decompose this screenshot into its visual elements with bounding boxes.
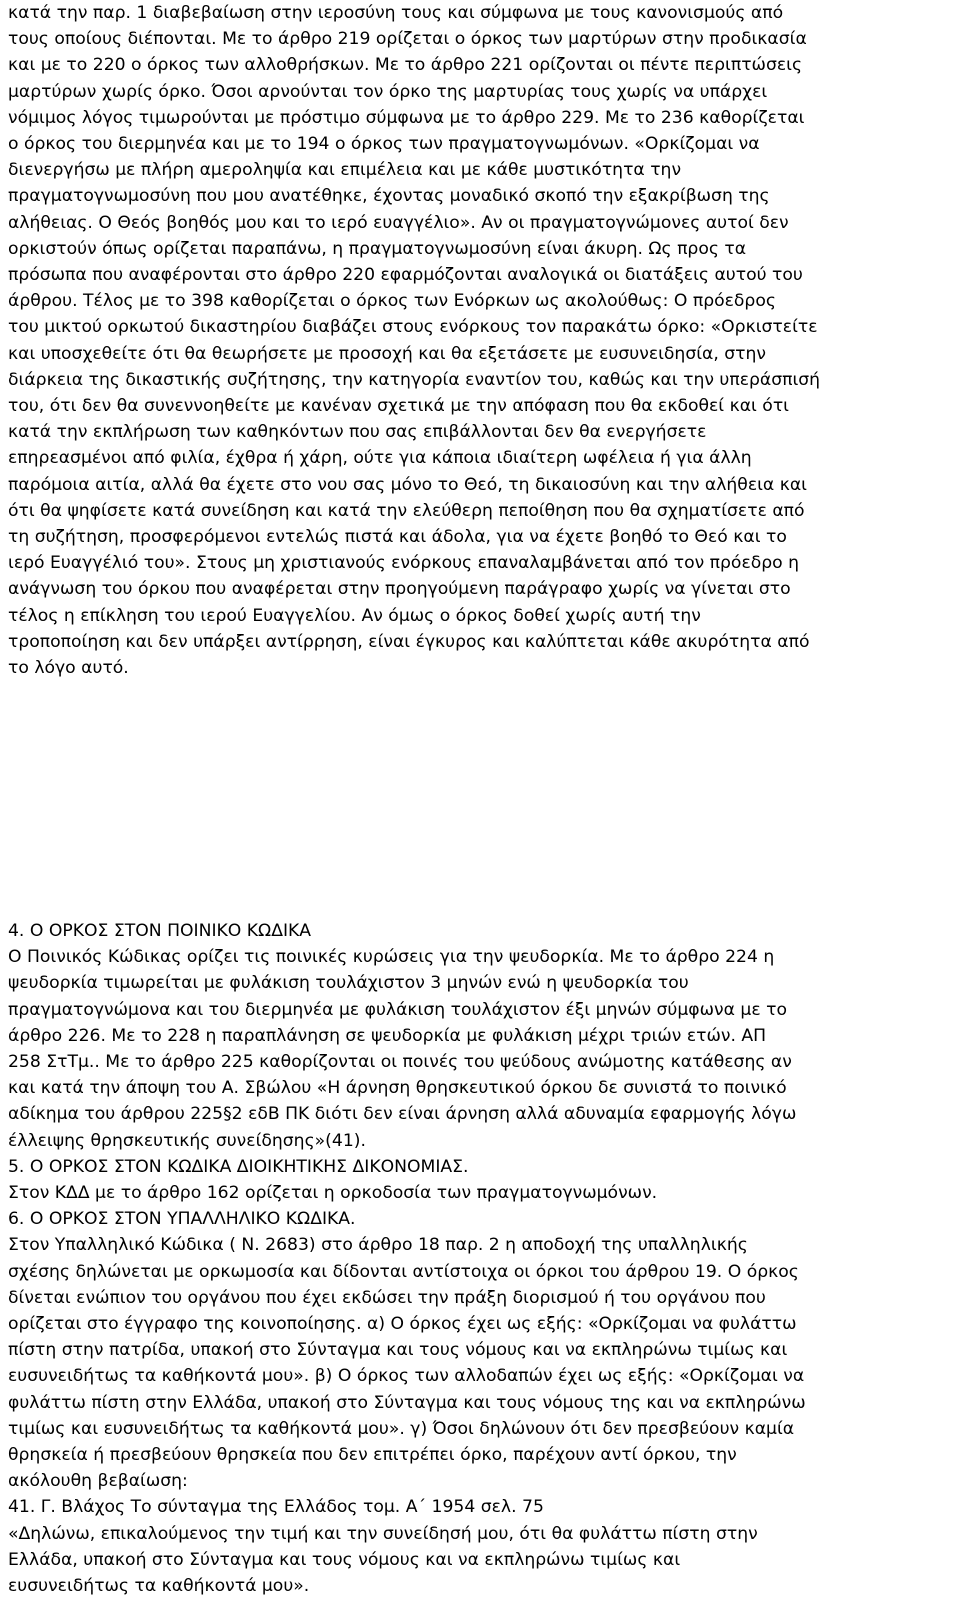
text-line: του μικτού ορκωτού δικαστηρίου διαβάζει στους ενόρκους τον παρακάτω όρκο: «Ορκιστείτε	[8, 317, 818, 338]
text-line: και κατά την άποψη του Α. Σβώλου «Η άρνηση θρησκευτικού όρκου δε συνιστά το ποινικό	[8, 1078, 787, 1099]
text-line: Ο Ποινικός Κώδικας ορίζει τις ποινικές κυρώσεις για την ψευδορκία. Με το άρθρο 224 η	[8, 947, 775, 968]
section-heading-4: 4. Ο ΟΡΚΟΣ ΣΤΟΝ ΠΟΙΝΙΚΟ ΚΩΔΙΚΑ	[8, 921, 312, 941]
text-line: αλήθειας. Ο Θεός βοηθός μου και το ιερό ευαγγέλιο». Αν οι πραγματογνώμονες αυτοί δεν	[8, 212, 789, 233]
text-line: ευσυνειδήτως τα καθήκοντά μου».	[8, 1576, 310, 1597]
text-line: του, ότι δεν θα συνεννοηθείτε με κανέναν σχετικά με την απόφαση που θα εκδοθεί και ότι	[8, 396, 789, 417]
text-line: 258 ΣτΤμ.. Με το άρθρο 225 καθορίζονται οι ποινές του ψεύδους ανώμοτης κατάθεσης αν	[8, 1052, 792, 1073]
text-line: τιμίως και ευσυνειδήτως τα καθήκοντά μου». γ) Όσοι δηλώνουν ότι δεν πρεσβεύουν καμία	[8, 1418, 795, 1439]
text-line: διενεργήσω με πλήρη αμεροληψία και επιμέλεια και με κάθε μυστικότητα την	[8, 160, 682, 181]
sections-4-to-6	[8, 918, 952, 1599]
footnote-41: 41. Γ. Βλάχος Το σύνταγμα της Ελλάδος τομ. Α΄ 1954 σελ. 75	[8, 1497, 544, 1518]
text-line: σχέσης δηλώνεται με ορκωμοσία και δίδονται αντίστοιχα οι όρκοι του άρθρου 19. Ο όρκος	[8, 1261, 799, 1282]
text-line: ο όρκος του διερμηνέα και με το 194 ο όρκος των πραγματογνωμόνων. «Ορκίζομαι να	[8, 134, 760, 155]
text-line: τη συζήτηση, προσφερόμενοι εντελώς πιστά και άδολα, για να έχετε βοηθό το Θεό και το	[8, 527, 787, 548]
text-line: ότι θα ψηφίσετε κατά συνείδηση και κατά την ελεύθερη πεποίθηση που θα σχηματίσετε από	[8, 500, 805, 521]
text-line: κατά την εκπλήρωση των καθηκόντων που σας επιβάλλονται δεν θα ενεργήσετε	[8, 422, 707, 443]
text-line: Στον ΚΔΔ με το άρθρο 162 ορίζεται η ορκοδοσία των πραγματογνωμόνων.	[8, 1183, 658, 1204]
text-line: ιερό Ευαγγέλιό του». Στους μη χριστιανούς ενόρκους επαναλαμβάνεται από τον πρόεδρο η	[8, 553, 800, 574]
text-line: ορίζεται στο έγγραφο της κοινοποίησης. α) Ο όρκος έχει ως εξής: «Ορκίζομαι να φυλάττω	[8, 1314, 797, 1335]
text-line: και με το 220 ο όρκος των αλλοθρήσκων. Με το άρθρο 221 ορίζονται οι πέντε περιπτώσεις	[8, 55, 803, 76]
text-line: άρθρου. Τέλος με το 398 καθορίζεται ο όρκος των Ενόρκων ως ακολούθως: Ο πρόεδρος	[8, 291, 776, 312]
text-line: πραγματογνώμονα και του διερμηνέα με φυλάκιση τουλάχιστον έξι μηνών σύμφωνα με το	[8, 999, 787, 1020]
text-line: έλλειψης θρησκευτικής συνείδησης»(41).	[8, 1130, 366, 1151]
text-line: Ελλάδα, υπακοή στο Σύνταγμα και τους νόμους και να εκπληρώνω τιμίως και	[8, 1549, 681, 1570]
text-line: θρησκεία ή πρεσβεύουν θρησκεία που δεν επιτρέπει όρκο, παρέχουν αντί όρκου, την	[8, 1445, 737, 1466]
text-line: πραγματογνωμοσύνη που μου ανατέθηκε, έχοντας μοναδικό σκοπό την εξακρίβωση της	[8, 186, 770, 207]
text-line: τροποποίηση και δεν υπάρξει αντίρρηση, είναι έγκυρος και καλύπτεται κάθε ακυρότητα από	[8, 631, 810, 652]
text-line: ακόλουθη βεβαίωση:	[8, 1471, 188, 1492]
text-line: τους οποίους διέπονται. Με το άρθρο 219 ορίζεται ο όρκος των μαρτύρων στην προδικασία	[8, 29, 807, 50]
text-line: τέλος η επίκληση του ιερού Ευαγγελίου. Αν όμως ο όρκος δοθεί χωρίς αυτή την	[8, 605, 701, 626]
text-line: νόμιμος λόγος τιμωρούνται με πρόστιμο σύμφωνα με το άρθρο 229. Με το 236 καθορίζεται	[8, 107, 805, 128]
text-line: φυλάττω πίστη στην Ελλάδα, υπακοή στο Σύνταγμα και τους νόμους της και να εκπληρώνω	[8, 1392, 806, 1413]
text-line: ψευδορκία τιμωρείται με φυλάκιση τουλάχιστον 3 μηνών ενώ η ψευδορκία του	[8, 973, 689, 994]
text-line: αδίκημα του άρθρου 225§2 εδΒ ΠΚ διότι δεν είναι άρνηση αλλά αδυναμία εφαρμογής λόγω	[8, 1104, 797, 1125]
text-line: το λόγο αυτό.	[8, 658, 129, 679]
text-line: και υποσχεθείτε ότι θα θεωρήσετε με προσοχή και θα εξετάσετε με ευσυνειδησία, στην	[8, 343, 767, 364]
text-line: πίστη στην πατρίδα, υπακοή στο Σύνταγμα και τους νόμους και να εκπληρώνω τιμίως και	[8, 1340, 788, 1361]
text-line: δίνεται ενώπιον του οργάνου που έχει εκδώσει την πράξη διορισμού ή του οργάνου που	[8, 1287, 766, 1308]
text-line: ορκιστούν όπως ορίζεται παραπάνω, η πραγματογνωμοσύνη είναι άκυρη. Ως προς τα	[8, 238, 747, 259]
text-line: «Δηλώνω, επικαλούμενος την τιμή και την συνείδησή μου, ότι θα φυλάττω πίστη στην	[8, 1523, 758, 1544]
text-line: διάρκεια της δικαστικής συζήτησης, την κατηγορία εναντίον του, καθώς και την υπεράσπισή	[8, 369, 821, 390]
paragraph-oaths-procedure	[8, 0, 952, 681]
text-line: επηρεασμένοι από φιλία, έχθρα ή χάρη, ούτε για κάποια ιδιαίτερη ωφέλεια ή για άλλη	[8, 448, 752, 469]
text-line: μαρτύρων χωρίς όρκο. Όσοι αρνούνται τον όρκο της μαρτυρίας τους χωρίς να υπάρχει	[8, 81, 768, 102]
text-line: ανάγνωση του όρκου που αναφέρεται στην προηγούμενη παράγραφο χωρίς να γίνεται στο	[8, 579, 791, 600]
text-line: Στον Υπαλληλικό Κώδικα ( Ν. 2683) στο άρθρο 18 παρ. 2 η αποδοχή της υπαλληλικής	[8, 1235, 748, 1256]
text-line: ευσυνειδήτως τα καθήκοντά μου». β) Ο όρκος των αλλοδαπών έχει ως εξής: «Ορκίζομαι να	[8, 1366, 805, 1387]
section-heading-5: 5. Ο ΟΡΚΟΣ ΣΤΟΝ ΚΩΔΙΚΑ ΔΙΟΙΚΗΤΙΚΗΣ ΔΙΚΟΝΟΜΙΑΣ.	[8, 1156, 469, 1177]
text-line: κατά την παρ. 1 διαβεβαίωση στην ιεροσύνη τους και σύμφωνα με τους κανονισμούς από	[8, 3, 784, 23]
text-line: παρόμοια αιτία, αλλά θα έχετε στο νου σας μόνο το Θεό, τη δικαιοσύνη και την αλήθεια και	[8, 474, 808, 495]
text-line: πρόσωπα που αναφέρονται στο άρθρο 220 εφαρμόζονται αναλογικά οι διατάξεις αυτού του	[8, 265, 803, 286]
section-heading-6: 6. Ο ΟΡΚΟΣ ΣΤΟΝ ΥΠΑΛΛΗΛΙΚΟ ΚΩΔΙΚΑ.	[8, 1209, 356, 1230]
text-line: άρθρο 226. Με το 228 η παραπλάνηση σε ψευδορκία με φυλάκιση μέχρι τριών ετών. ΑΠ	[8, 1025, 767, 1046]
